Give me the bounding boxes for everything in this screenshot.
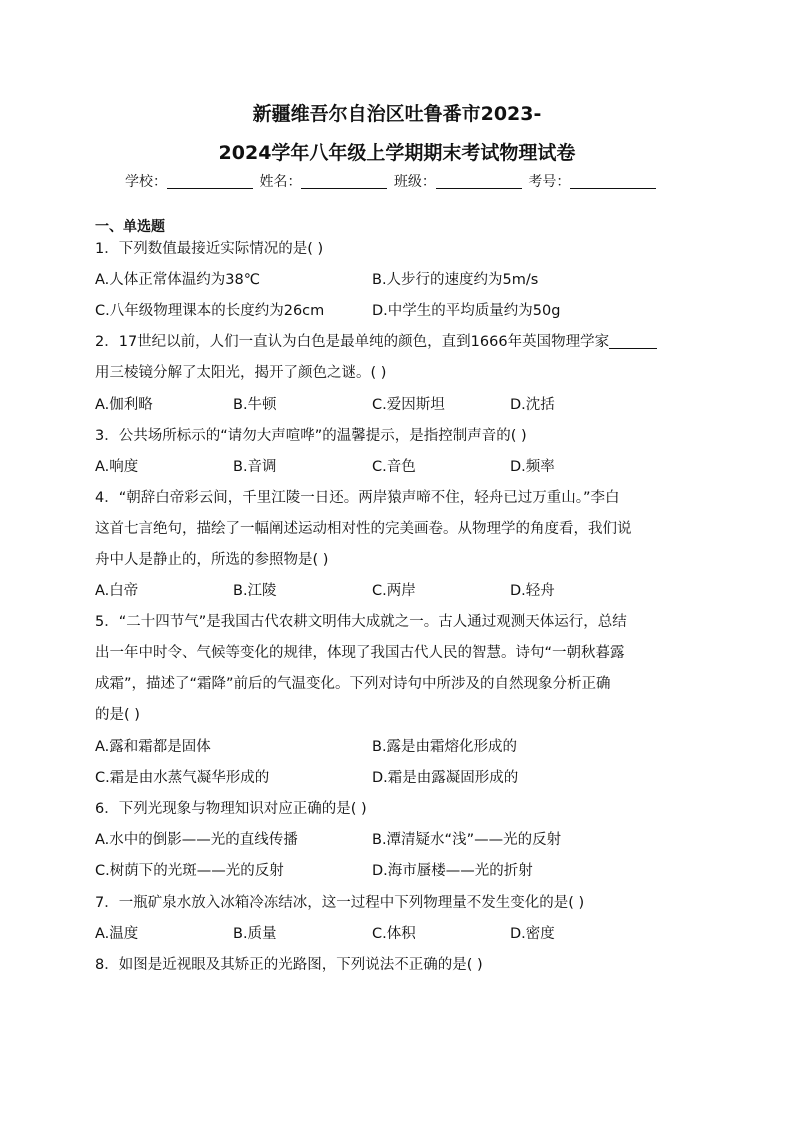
question-1-option-a: A.人体正常体温约为38℃ (95, 272, 261, 288)
question-2-line-2: 用三棱镜分解了太阳光，揭开了颜色之谜。( ) (95, 365, 387, 381)
question-6-option-b: B.潭清疑水“浅”——光的反射 (372, 832, 562, 848)
question-6-option-c: C.树荫下的光斑——光的反射 (95, 863, 284, 879)
school-label: 学校： (125, 174, 167, 190)
question-4-line-3: 舟中人是静止的，所选的参照物是( ) (95, 552, 329, 568)
exam-no-blank (570, 176, 656, 189)
question-2-option-b: B.牛顿 (233, 397, 277, 413)
section-heading: 一、单选题 (95, 219, 165, 235)
class-label: 班级： (393, 174, 436, 190)
question-4-option-d: D.轻舟 (510, 583, 555, 599)
question-7-option-d: D.密度 (510, 926, 555, 942)
question-1-option-d: D.中学生的平均质量约为50g (372, 303, 561, 319)
question-3-option-c: C.音色 (372, 459, 416, 475)
question-5-option-b: B.露是由霜熔化形成的 (372, 739, 518, 755)
question-4-option-a: A.白帝 (95, 583, 139, 599)
question-7-option-c: C.体积 (372, 926, 416, 942)
question-5-line-3: 成霜”，描述了“霜降”前后的气温变化。下列对诗句中所涉及的自然现象分析正确 (95, 676, 611, 692)
question-2-line-1 (95, 332, 705, 352)
question-5-line-4: 的是( ) (95, 707, 140, 723)
question-7-line-1: 7．一瓶矿泉水放入冰箱冷冻结冰，这一过程中下列物理量不发生变化的是( ) (95, 895, 585, 911)
question-1-line-1: 1．下列数值最接近实际情况的是( ) (95, 241, 324, 257)
exam-no-label: 考号： (528, 174, 571, 190)
question-7-option-b: B.质量 (233, 926, 277, 942)
student-info-row (125, 171, 685, 191)
answer-blank (609, 334, 657, 349)
question-4-line-2: 这首七言绝句，描绘了一幅阐述运动相对性的完美画卷。从物理学的角度看，我们说 (95, 521, 632, 537)
question-4-option-c: C.两岸 (372, 583, 416, 599)
question-6-option-d: D.海市蜃楼——光的折射 (372, 863, 533, 879)
question-1-option-c: C.八年级物理课本的长度约为26cm (95, 303, 325, 319)
question-3-option-a: A.响度 (95, 459, 139, 475)
question-5-option-d: D.霜是由露凝固形成的 (372, 770, 519, 786)
question-1-option-b: B.人步行的速度约为5m/s (372, 272, 539, 288)
school-blank (167, 176, 253, 189)
question-5-line-1: 5．“二十四节气”是我国古代农耕文明伟大成就之一。古人通过观测天体运行，总结 (95, 614, 627, 630)
question-2-option-c: C.爱因斯坦 (372, 397, 445, 413)
question-6-option-a: A.水中的倒影——光的直线传播 (95, 832, 298, 848)
exam-title-line2: 2024学年八年级上学期期末考试物理试卷 (218, 142, 576, 164)
question-3-option-b: B.音调 (233, 459, 277, 475)
question-5-option-a: A.露和霜都是固体 (95, 739, 211, 755)
question-2-option-a: A.伽利略 (95, 397, 153, 413)
question-8-line-1: 8．如图是近视眼及其矫正的光路图，下列说法不正确的是( ) (95, 957, 483, 973)
name-label: 姓名： (259, 174, 302, 190)
question-5-option-c: C.霜是由水蒸气凝华形成的 (95, 770, 270, 786)
question-2-line-1-text: 2．17世纪以前，人们一直认为白色是最单纯的颜色，直到1666年英国物理学家 (95, 334, 610, 350)
question-3-line-1: 3．公共场所标示的“请勿大声喧哗”的温馨提示，是指控制声音的( ) (95, 428, 527, 444)
question-2-option-d: D.沈括 (510, 397, 555, 413)
question-4-option-b: B.江陵 (233, 583, 277, 599)
question-7-option-a: A.温度 (95, 926, 139, 942)
question-5-line-2: 出一年中时令、气候等变化的规律，体现了我国古代人民的智慧。诗句“一朝秋暮露 (95, 645, 625, 661)
question-6-line-1: 6．下列光现象与物理知识对应正确的是( ) (95, 801, 367, 817)
exam-title-line1: 新疆维吾尔自治区吐鲁番市2023- (252, 103, 542, 125)
question-3-option-d: D.频率 (510, 459, 555, 475)
class-blank (436, 176, 522, 189)
question-4-line-1: 4．“朝辞白帝彩云间，千里江陵一日还。两岸猿声啼不住，轻舟已过万重山。”李白 (95, 490, 620, 506)
name-blank (301, 176, 387, 189)
